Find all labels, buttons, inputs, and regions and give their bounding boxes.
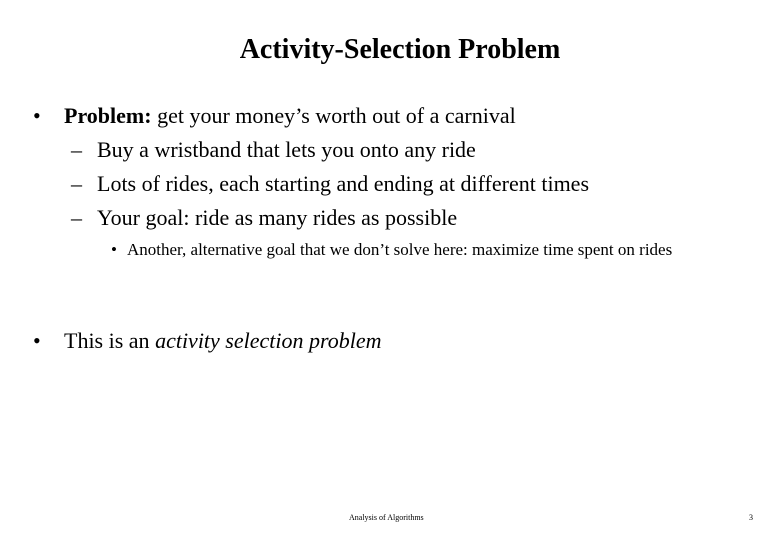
bullet-problem-text: get your money’s worth out of a carnival: [151, 103, 516, 128]
dash-marker: –: [71, 205, 82, 230]
bullet-problem: [33, 102, 516, 130]
sub-item-wristband: [71, 136, 476, 164]
sub-item-text: Your goal: ride as many rides as possible: [97, 205, 458, 230]
bullet-marker: •: [33, 103, 41, 128]
bullet-activity-text: This is an: [64, 328, 156, 353]
footer-course-name: Analysis of Algorithms: [349, 513, 424, 522]
sub-item-goal: [71, 204, 457, 232]
bullet-activity-italic: activity selection problem: [155, 328, 382, 353]
dash-marker: –: [71, 171, 82, 196]
sub-item-text: Lots of rides, each starting and ending at different times: [97, 171, 590, 196]
sub-sub-item-text: Another, alternative goal that we don’t solve here: maximize time spent on rides: [127, 240, 673, 259]
bullet-marker: •: [33, 328, 41, 353]
sub-item-text: Buy a wristband that lets you onto any ride: [97, 137, 476, 162]
dash-marker: –: [71, 137, 82, 162]
sub-sub-item-alternative-goal: [111, 239, 741, 261]
bullet-problem-label: Problem:: [64, 103, 152, 128]
bullet-marker: •: [111, 240, 117, 259]
slide-title: Activity-Selection Problem: [239, 34, 561, 65]
footer-page-number: 3: [749, 513, 753, 522]
sub-item-rides: [71, 170, 589, 198]
bullet-activity-selection: [33, 327, 382, 355]
